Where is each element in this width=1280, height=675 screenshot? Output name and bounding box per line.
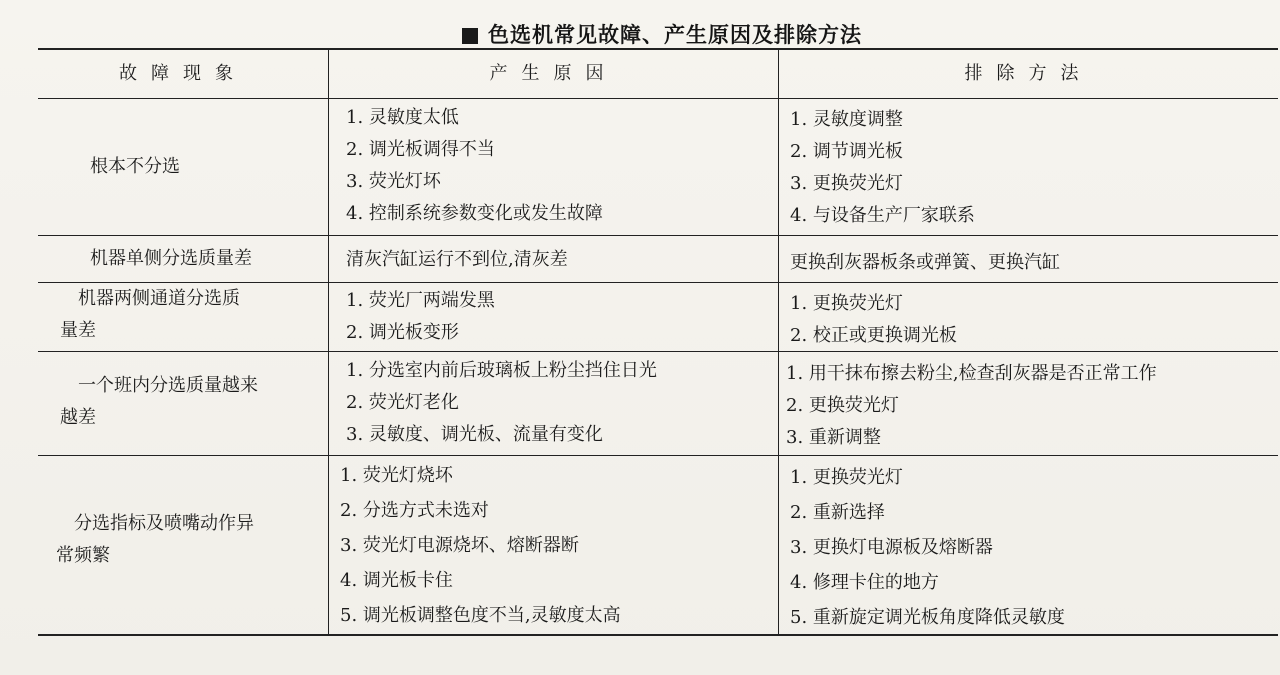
phenomenon-line: 机器两侧通道分选质: [60, 288, 240, 309]
row5-solutions: [790, 462, 1276, 637]
list-item: 4. 修理卡住的地方: [790, 572, 939, 593]
list-item: 2. 校正或更换调光板: [790, 325, 957, 346]
list-item: 1. 分选室内前后玻璃板上粉尘挡住日光: [346, 360, 657, 381]
list-item: 4. 控制系统参数变化或发生故障: [346, 203, 603, 224]
list-item: 2. 重新选择: [790, 502, 885, 523]
list-item: 更换刮灰器板条或弹簧、更换汽缸: [790, 252, 1060, 273]
row3-solutions: [790, 288, 1276, 352]
list-item: 2. 分选方式未选对: [340, 500, 489, 521]
row3-causes: [346, 285, 776, 349]
list-item: 3. 灵敏度、调光板、流量有变化: [346, 424, 603, 445]
row4-causes: [346, 355, 776, 451]
list-item: 1. 更换荧光灯: [790, 293, 903, 314]
row3-phenomenon: [60, 283, 328, 347]
phenomenon-line: 量差: [60, 320, 96, 341]
list-item: 2. 荧光灯老化: [346, 392, 459, 413]
phenomenon-line: 常频繁: [56, 545, 110, 566]
row4-solutions: [786, 358, 1276, 454]
list-item: 3. 重新调整: [786, 427, 881, 448]
list-item: 1. 更换荧光灯: [790, 467, 903, 488]
col2-divider: [778, 48, 779, 636]
list-item: 1. 用干抹布擦去粉尘,检查刮灰器是否正常工作: [786, 363, 1157, 384]
list-item: 3. 荧光灯电源烧坏、熔断器断: [340, 535, 579, 556]
list-item: 1. 荧光厂两端发黑: [346, 290, 495, 311]
list-item: 5. 重新旋定调光板角度降低灵敏度: [790, 607, 1065, 628]
header-cause: 产生原因: [489, 63, 618, 84]
list-item: 1. 荧光灯烧坏: [340, 465, 453, 486]
table-title: [462, 20, 862, 48]
row1-causes: [346, 102, 776, 230]
list-item: 4. 与设备生产厂家联系: [790, 205, 975, 226]
row2-phenomenon: 机器单侧分选质量差: [90, 248, 252, 269]
row2-solutions: [790, 247, 1276, 279]
title-text: 色选机常见故障、产生原因及排除方法: [488, 23, 862, 47]
list-item: 2. 更换荧光灯: [786, 395, 899, 416]
phenomenon-line: 分选指标及喷嘴动作异: [56, 513, 254, 534]
row1-solutions: [790, 104, 1276, 232]
list-item: 2. 调光板变形: [346, 322, 459, 343]
row5-causes: [340, 460, 776, 635]
row5-phenomenon: [56, 508, 328, 572]
phenomenon-line: 一个班内分选质量越来: [60, 375, 258, 396]
list-item: 5. 调光板调整色度不当,灵敏度太高: [340, 605, 621, 626]
list-item: 4. 调光板卡住: [340, 570, 453, 591]
list-item: 1. 灵敏度太低: [346, 107, 459, 128]
col1-divider: [328, 48, 329, 636]
fault-table: [38, 48, 1278, 636]
phenomenon-line: 越差: [60, 407, 96, 428]
header-phenomenon: 故障现象: [119, 63, 247, 84]
list-item: 3. 更换荧光灯: [790, 173, 903, 194]
header-solution: 排除方法: [964, 63, 1093, 84]
list-item: 3. 荧光灯坏: [346, 171, 441, 192]
row4-phenomenon: [60, 370, 328, 434]
row1-phenomenon: 根本不分选: [90, 156, 180, 177]
list-item: 清灰汽缸运行不到位,清灰差: [346, 249, 568, 270]
list-item: 2. 调光板调得不当: [346, 139, 495, 160]
title-bullet-icon: [462, 28, 478, 44]
list-item: 3. 更换灯电源板及熔断器: [790, 537, 993, 558]
list-item: 1. 灵敏度调整: [790, 109, 903, 130]
row2-causes: [346, 244, 776, 276]
list-item: 2. 调节调光板: [790, 141, 903, 162]
row4-bottom-rule: [38, 455, 1278, 456]
